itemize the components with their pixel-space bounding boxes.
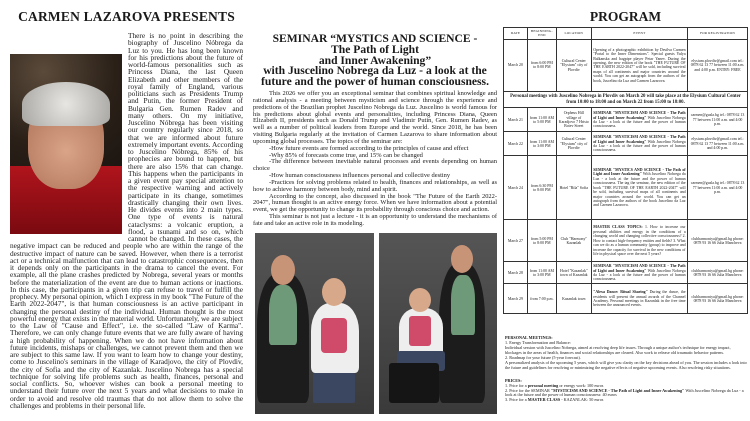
event-title: SEMINAR "MYSTICISM AND SCIENCE - The Path of Light and Inner Awakening"	[593, 264, 686, 273]
time-cell: from 11:00 AM to 5:00 PM	[527, 108, 556, 132]
event-title: SEMINAR "MYSTICISM AND SCIENCE - The Path of Light and Inner Awakening"	[593, 111, 686, 120]
seminar-title	[253, 34, 497, 88]
registration-cell: clubharmoniya@gmail.bg phone: 0878 93 16 66 Julia Mancheva	[688, 262, 748, 284]
col-header-time: BEGINNING-END	[527, 28, 556, 40]
time-cell: from 7:00 p.m.	[527, 284, 556, 314]
photo-couple-standing	[255, 233, 374, 414]
date-cell: March 29	[504, 284, 528, 314]
event-title: SEMINAR "MYSTICISM AND SCIENCE - The Path of Light and Inner Awakening"	[593, 135, 686, 144]
col-header-location: LOCATION	[556, 28, 591, 40]
program-title: PROGRAM	[589, 9, 662, 24]
event-cell	[591, 108, 687, 132]
col-header-event: EVENT	[591, 28, 687, 40]
location-cell: Hotel "Kazanlak" town of Kazanlak	[556, 262, 591, 284]
program-row	[504, 262, 748, 284]
time-cell: from 11:00 AM to 3:00 PM	[527, 132, 556, 156]
event-description: During the dance, the residents will present the annual awards of the Channel Academy. Personal meetings in Kazanlak in the free time between the announced events.	[593, 290, 686, 308]
price-line: 1. Price for a personal meeting or energy work: 100 euros	[505, 382, 604, 388]
program-row	[504, 156, 748, 220]
event-title: SEMINAR "MYSTICS AND SCIENCE - The Path of Light and Inner Awakening"	[593, 168, 686, 177]
title-line: future and the power of human consciousness.	[261, 75, 489, 89]
event-title: MASTER CLASS TOPICS:	[593, 225, 643, 230]
meeting-line: 1. Energy Transformation and Balance:	[505, 340, 571, 346]
photo-couple-seated	[379, 233, 498, 414]
date-cell: March 28	[504, 262, 528, 284]
program-table	[503, 27, 748, 314]
event-cell	[591, 132, 687, 156]
location-cell: Club "Harmony" Kazanlak	[556, 220, 591, 262]
event-description: With Juscelino Nobrega da Luz - a look at the future and the power of human consciousness.	[593, 115, 686, 129]
date-cell: March 22	[504, 132, 528, 156]
portrait-photo-carmen	[10, 54, 122, 234]
left-column	[10, 0, 243, 409]
location-cell: Cultural Center "Elysium" city of Plovdiv	[556, 39, 591, 91]
price-line: 2. Price for the SEMINAR "MYSTICISM AND SCIENCE - The Path of Light and Inner Awakening" With Juscelino Nobrega da Luz - a look at the future and the power of human consciousness: 40 euros	[505, 387, 744, 398]
location-cell: Kazanlak town	[556, 284, 591, 314]
location-cell: Hotel "Rila" Sofia	[556, 156, 591, 220]
personal-meetings-row	[504, 91, 748, 108]
registration-cell: clubharmoniya@gmail.bg phone: 0878 93 16 66 Julia Mancheva	[688, 220, 748, 262]
program-row	[504, 284, 748, 314]
middle-column	[253, 0, 497, 414]
date-cell: March 27	[504, 220, 528, 262]
meeting-line: A personalized analysis of the upcoming 5 years, which will give you clarity on the key decisions ahead of you. The session includes a look into the future and guidelines for resolving or minimizing the negative effects of negative upcoming events. Also resolving risky situations.	[505, 359, 747, 370]
program-row	[504, 108, 748, 132]
info-section	[503, 336, 748, 403]
photo-row	[255, 233, 497, 414]
date-cell: March 21	[504, 108, 528, 132]
event-cell	[591, 284, 687, 314]
event-cell	[591, 262, 687, 284]
program-row	[504, 220, 748, 262]
date-cell: March 24	[504, 156, 528, 220]
time-cell: from 6:00 PM to 8:00 PM	[527, 39, 556, 91]
topic-item: -The difference between inevitable natural processes and events depending on human choice	[253, 158, 497, 173]
meeting-line: Individual session with Juscelino Nobrega, aimed at resolving deep life issues. Through a unique author's technique for energy impact, blockages in the areas of health, finances and social relationships are cleared. Also work to release old traumatic behavior patterns.	[505, 345, 731, 356]
paragraph: This 2026 we offer you an exceptional seminar that combines spiritual knowledge and rational analysis - a meeting between mysticism and science through the experience and predictions of the Brazilian prophet Juscelino Nobrega da Luz. Juscelino is world famous for his predictions about global events and personalities, including Princess Diana, Queen Elizabeth II, presidents such as Donald Trump and Vladimir Putin, Gen. Rumen Radev, as well as a number of political leaders from Europe and the world. Since 2018, he has been visiting Bulgaria regularly at the invitation of Carmen Lazarova to share information about upcoming global processes. The topics of the seminar are:	[253, 89, 497, 145]
registration-cell: elysium.plovdiv@gmail.com tel.: 0878 62 13 77 between 11:00 a.m. and 4:00 p.m. ENTRY: FREE	[688, 39, 748, 91]
event-description: 1. How to increase our personal abilities and energy in the conditions of a changing world and changing collective consciousness? 2. How to contact high-frequency entities and fields? 3. What can we do as a human community (group) to improve and increase the capacity for survival in the new conditions of life in physical space over the next 5 years?	[593, 225, 686, 256]
event-title: "Alexa Dance: Ritual Sharing"	[593, 290, 648, 295]
price-line: 3. Price for a MASTER CLASS - KAZANLAK: 50 euros	[505, 397, 604, 403]
location-cell: Orpheus Hill village of Karadjovo 7 Hristo Botev Street	[556, 108, 591, 132]
seminar-description	[253, 91, 497, 228]
presenter-title: CARMEN LAZAROVA PRESENTS	[18, 9, 235, 24]
right-column	[503, 0, 748, 403]
topic-item: -How human consciousness influences personal and collective destiny	[269, 172, 451, 180]
topic-item: -Why 85% of forecasts come true, and 15% can be changed	[269, 151, 423, 159]
location-cell: Cultural Center "Elysium" city of Plovdiv	[556, 132, 591, 156]
paragraph: This seminar is not just a lecture - it is an opportunity to understand the mechanisms of fate and take an active role in its modeling.	[253, 213, 497, 228]
registration-cell: elysium.plovdiv@gmail.com tel.: 0878 62 13 77 between 11:00 a.m. and 4:00 p.m.	[688, 132, 748, 156]
col-header-registration: FOR REGISTRATION	[688, 28, 748, 40]
program-row	[504, 132, 748, 156]
intro-article	[10, 32, 243, 409]
title-line: The Path of Light	[331, 42, 419, 56]
topic-item: -How future events are formed according to the principles of cause and effect	[269, 144, 469, 152]
time-cell: from 5:00 PM to 8:00 PM	[527, 220, 556, 262]
prices-heading: PRICES:	[505, 377, 522, 383]
time-cell: from 6:30 PM to 8:00 PM	[527, 156, 556, 220]
title-line: and Inner Awakening”	[318, 53, 432, 67]
intro-text: There is no point in describing the biography of Juscelino Nóbrega da Luz to you. He has long been known for his predictions about the future of world-famous personalities such as Princess Diana, the last Queen Elizabeth and other members of the royal family of England, various politicians such as Presidents Trump and Putin, the former President of Bulgaria Gen. Rumen Radev and many others. On my initiative, Juscelino Nóbrega has been visiting our country regularly since 2018, so that we are informed about future extremely important events. According to Juscelino Nóbrega, 85% of his prophecies are bound to happen, but there are also 15% that can change. This happens when the participants in a given event pay special attention to the respective warning and actively participate in its change, sometimes drastically changing their own lives. He divides events into 2 main types. One type of events is natural cataclysms: a volcanic eruption, a flood, a tsunami and so on, which cannot be changed. In these cases, the negative impact can be reduced and people who are within the range of the destructive impact of nature can be saved. However, when there is a terrorist act or a technical malfunction that can lead to catastrophic consequences, then it depends only on the participants in the drama to cancel the event. For example, all the plane crashes predicted by Nobrega, several years or months before the materialization of the event are due to human actions or inactions. In this case, the participants in a given trip can refuse to travel or fulfill the prophecy. My personal opinion, which I express in my book "The Future of the Earth 2022-2047", is that human consciousness is an active participant in changing the personal destiny of the individual. Human thought is the most powerful energy that exists in the material world. Unfortunately, we are subject to the Law of "Cause and Effect", i.e. the so-called "Law of Karma". Therefore, we can only change future events that we are fully aware of having a high probability of happening. When we do not have information about future incidents, mishaps or challenges, we cannot prevent them and then we are subject to this same law. If you want to learn how to change your destiny, come to Juscelino's seminars in the village of Karadjovo, the city of Plovdiv, the city of Sofia and the city of Kazanlak. Juscelino Nobrega has a special technique for solving life problems such as health, finances, personal and social conflicts. So, whoever wishes can book a personal meeting to understand their future over the next 5 years and what decisions to make in order to avoid and resolve old traumas that do not allow them to solve the challenges and problems in their personal life.	[10, 31, 243, 410]
title-line: with Juscelino Nobrega da Luz - a look at the	[263, 64, 487, 78]
event-description: Opening of a photographic exhibition by Desilva Carmen "Portal to the Inner Dimensions". Special guests Yulya Balkanska and bagpipe player Petar Yanev. During the opening, the new edition of the book "THE FUTURE OF THE EARTH 2022-2047" will be sold, including survival maps of all continents and major countries around the world. You can get an autograph from the authors of the book, Juscelino da Luz and Carmen Lazarova.	[593, 47, 686, 83]
event-cell	[591, 39, 687, 91]
event-cell	[591, 220, 687, 262]
registration-cell: carmen@gusla.bg tel.: 0878 62 13 77 between 11:00 a.m. and 4:00 p.m.	[688, 108, 748, 132]
event-description: With Juscelino Nobrega da Luz - a look at the future and the power of human consciousness. The tag the seminar, the new edition of the book "THE FUTURE OF THE EARTH 2022-2047" will be sold, including survival maps of all continents and major countries around the world. You can get an autograph from the authors of the book Juscelino da Luz and Carmen Lazarova.	[593, 172, 686, 208]
title-line: SEMINAR “MYSTICS AND SCIENCE -	[272, 32, 478, 45]
time-cell: from 11:00 AM to 3:00 PM	[527, 262, 556, 284]
date-cell: March 20	[504, 39, 528, 91]
registration-cell: clubharmoniya@gmail.bg phone: 0878 93 16 66 Julia Mancheva	[688, 284, 748, 314]
registration-cell: carmen@gusla.bg tel.: 0878 62 13 77 between 11:00 a.m. and 4:00 p.m.	[688, 156, 748, 220]
topic-item: -Practices for solving problems related to health, finances and relationships, as well as how to achieve harmony between body, mind and spirit.	[253, 178, 497, 193]
meeting-line: 2. Roadmap for your future (5-year forecast).	[505, 355, 581, 361]
event-description: With Juscelino Nobrega da Luz - a look at the future and the power of human consciousness.	[593, 139, 686, 153]
personal-meetings-note: Personal meetings with Juscelino Nobrega in Plovdiv on March 20 will take place at the Elysium Cultural Center from 10:00 to 18:00 and on March 22 from 15:00 to 18:00.	[504, 91, 748, 108]
col-header-date: DATE	[504, 28, 528, 40]
program-row	[504, 39, 748, 91]
event-cell	[591, 156, 687, 220]
meetings-heading: PERSONAL MEETINGS:	[505, 335, 553, 341]
event-description: With Juscelino Nobrega da Luz - a look at the future and the power of human consciousness.	[593, 268, 686, 282]
paragraph: According to the concept, also discussed in the book "The Future of the Earth 2022-2047", human thought is an active energy force. When we have information about a potential event, we get the opportunity to change its probability through conscious choice and action.	[253, 192, 497, 214]
